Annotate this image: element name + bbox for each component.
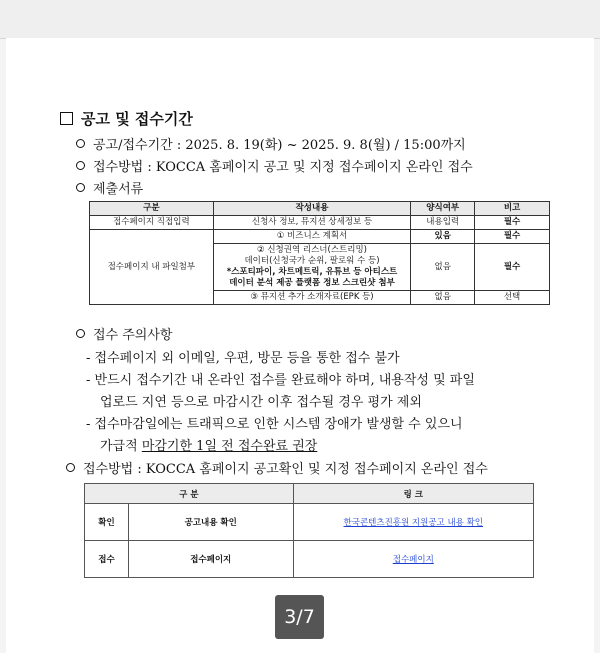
circle-bullet-icon [76, 329, 85, 338]
table-header: 구 분 [85, 484, 294, 504]
circle-bullet-icon [66, 463, 75, 472]
documents-table [89, 201, 550, 305]
note-line: - 접수페이지 외 이메일, 우편, 방문 등을 통한 접수 불가 [86, 351, 400, 366]
viewer-top-bar [0, 0, 600, 39]
note-line: - 반드시 접수기간 내 온라인 접수를 완료해야 하며, 내용작성 및 파일 [86, 373, 475, 388]
section-heading: 공고 및 접수기간 [60, 108, 193, 129]
table-header: 양식여부 [411, 202, 475, 216]
submission-page-link[interactable]: 접수페이지 [392, 555, 434, 565]
links-table [84, 483, 534, 578]
table-row: ② 신청권역 리스너(스트리밍) 데이터(신청국가 순위, 팔로워 수 등) *스포티파이, 차트메트릭, 유튜브 등 아티스트 데이터 분석 제공 플랫폼 정보 스크린샷 첨부 없음 필수 [90, 244, 550, 291]
note-line: 업로드 지연 등으로 마감시간 이후 접수될 경우 평가 제외 [100, 395, 422, 410]
table-row: 접수페이지 내 파일첨부 ① 비즈니스 계획서 있음 필수 [90, 230, 550, 244]
checkbox-square-icon [60, 112, 73, 125]
table-row: ③ 뮤지션 추가 소개자료(EPK 등) 없음 선택 [90, 291, 550, 305]
notes-heading: 접수 주의사항 [76, 324, 172, 343]
circle-bullet-icon [76, 183, 85, 192]
table-header: 링 크 [293, 484, 533, 504]
circle-bullet-icon [76, 139, 85, 148]
table-row: 확인 공고내용 확인 한국콘텐츠진흥원 지원공고 내용 확인 [85, 504, 534, 541]
announcement-link[interactable]: 한국콘텐츠진흥원 지원공고 내용 확인 [343, 518, 483, 528]
underlined-recommendation: 마감기한 1일 전 접수완료 권장 [141, 439, 318, 454]
table-header: 비고 [475, 202, 550, 216]
page-indicator: 3/7 [275, 595, 324, 639]
note-line: - 접수마감일에는 트래픽으로 인한 시스템 장애가 발생할 수 있으니 [86, 417, 463, 432]
table-header: 작성내용 [213, 202, 411, 216]
circle-bullet-icon [76, 161, 85, 170]
note-line: 가급적 마감기한 1일 전 접수완료 권장 [100, 439, 318, 454]
method-line: 접수방법 : KOCCA 홈페이지 공고확인 및 지정 접수페이지 온라인 접수 [66, 458, 488, 477]
list-item: 공고/접수기간 : 2025. 8. 19(화) ~ 2025. 9. 8(월) / 15:00까지 [76, 134, 466, 153]
table-row: 접수 접수페이지 접수페이지 [85, 541, 534, 578]
list-item: 접수방법 : KOCCA 홈페이지 공고 및 지정 접수페이지 온라인 접수 [76, 156, 473, 175]
list-item: 제출서류 [76, 178, 143, 197]
table-header: 구분 [90, 202, 214, 216]
table-row: 접수페이지 직접입력 신청사 정보, 뮤지션 상세정보 등 내용입력 필수 [90, 216, 550, 230]
